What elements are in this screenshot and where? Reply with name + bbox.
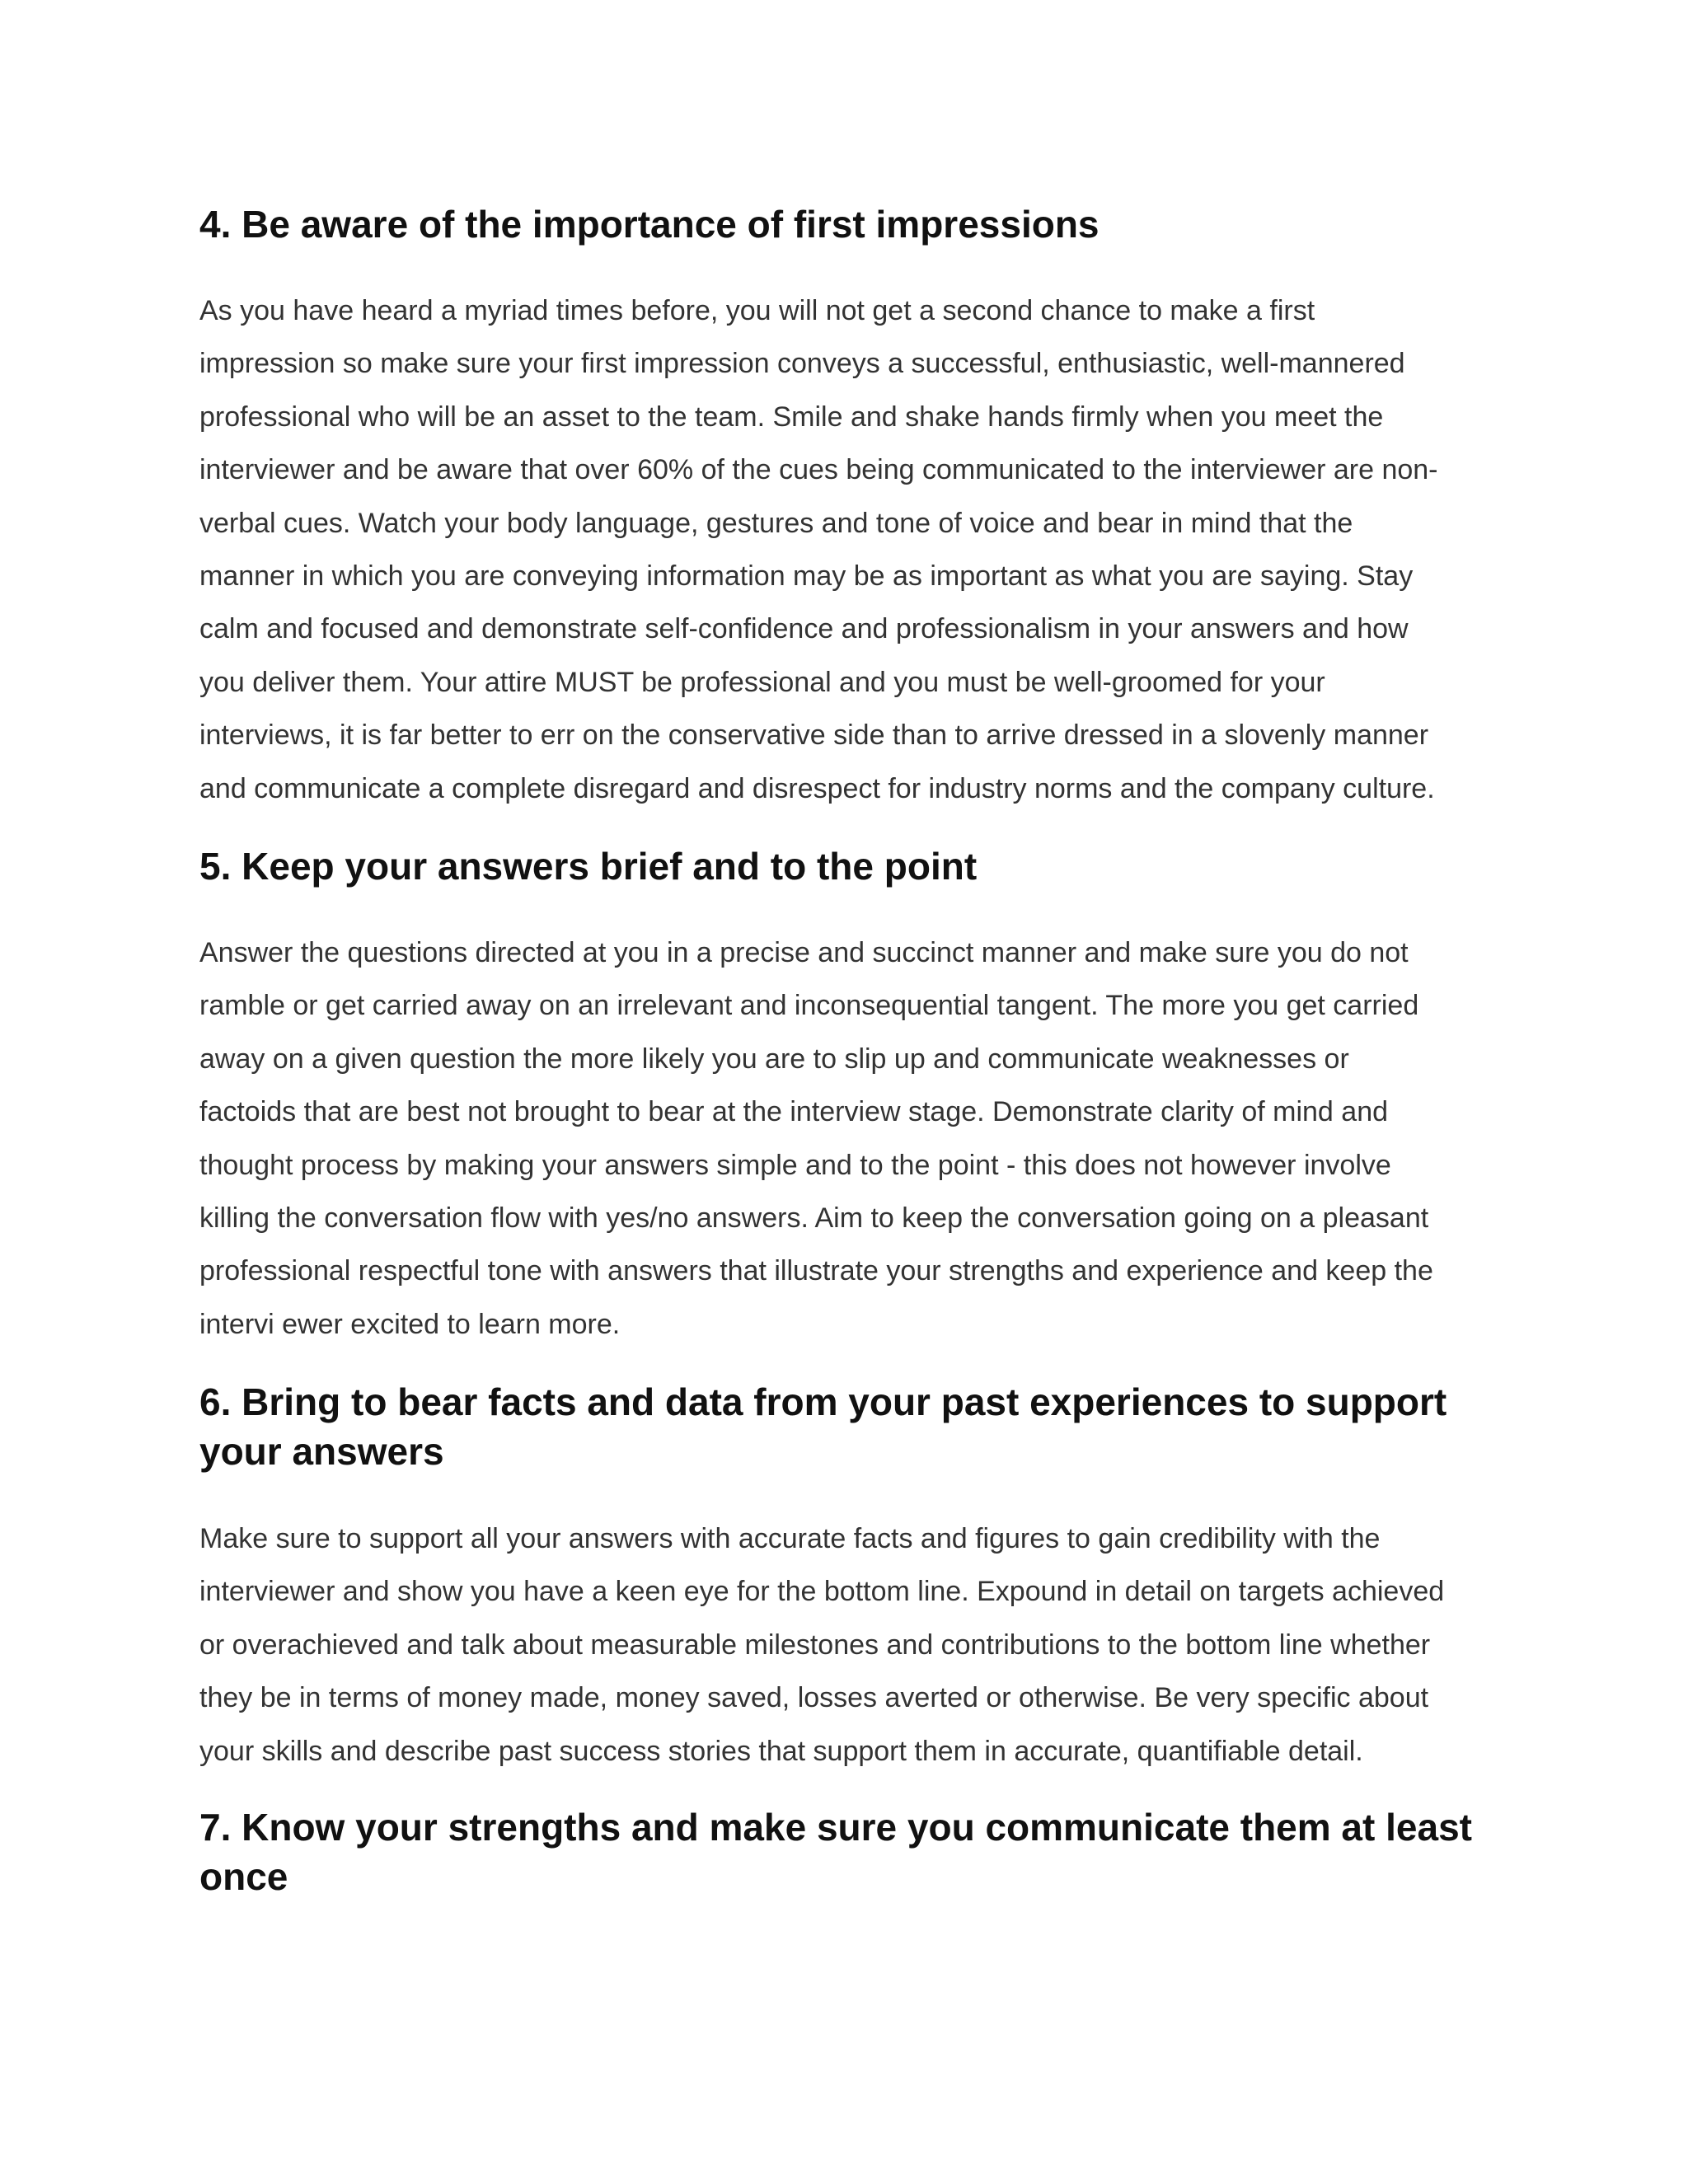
text-line: and communicate a complete disregard and disrespect for industry norms and the company culture. [199, 772, 1435, 804]
text-line: they be in terms of money made, money saved, losses averted or otherwise. Be very specific about [199, 1682, 1429, 1714]
text-line: or overachieved and talk about measurable milestones and contributions to the bottom line whether [199, 1629, 1431, 1661]
heading-line: once [199, 1855, 288, 1898]
text-line: Make sure to support all your answers with accurate facts and figures to gain credibility with the [199, 1523, 1381, 1554]
text-line: manner in which you are conveying information may be as important as what you are saying. Stay [199, 560, 1414, 593]
text-line: As you have heard a myriad times before, you will not get a second chance to make a first [199, 295, 1315, 326]
text-line: verbal cues. Watch your body language, gestures and tone of voice and bear in mind that the [199, 507, 1353, 539]
text-line: factoids that are best not brought to bear at the interview stage. Demonstrate clarity of mind and [199, 1096, 1389, 1128]
section-heading [199, 841, 1502, 891]
text-line: impression so make sure your first impression conveys a successful, enthusiastic, well-mannered [199, 348, 1405, 380]
text-line: intervi ewer excited to learn more. [199, 1308, 621, 1340]
text-line: calm and focused and demonstrate self-confidence and professionalism in your answers and how [199, 613, 1409, 645]
text-line: thought process by making your answers simple and to the point - this does not however involve [199, 1149, 1391, 1181]
text-line: you deliver them. Your attire MUST be professional and you must be well-groomed for your [199, 666, 1325, 698]
section-6-heading-block [199, 1377, 1502, 1476]
section-heading [199, 1377, 1502, 1476]
section-5-paragraph [199, 926, 1433, 1351]
heading-line: 6. Bring to bear facts and data from your past experiences to support [199, 1380, 1447, 1423]
section-6-paragraph [199, 1512, 1444, 1778]
text-line: interviewer and show you have a keen eye for the bottom line. Expound in detail on targets achieved [199, 1576, 1445, 1608]
heading-line: 4. Be aware of the importance of first impressions [199, 203, 1100, 246]
section-5-heading-block [199, 841, 1502, 891]
text-line: your skills and describe past success stories that support them in accurate, quantifiable detail. [199, 1735, 1363, 1767]
text-line: Answer the questions directed at you in a precise and succinct manner and make sure you do not [199, 937, 1409, 968]
heading-line: 5. Keep your answers brief and to the point [199, 845, 978, 888]
text-line: professional respectful tone with answers that illustrate your strengths and experience and keep the [199, 1255, 1433, 1287]
section-4-heading-block [199, 199, 1502, 249]
section-heading [199, 199, 1502, 249]
text-line: away on a given question the more likely you are to slip up and communicate weaknesses or [199, 1043, 1349, 1075]
text-line: interviews, it is far better to err on the conservative side than to arrive dressed in a slovenly manner [199, 719, 1429, 752]
section-7-heading-block [199, 1802, 1502, 1901]
section-4-paragraph [199, 284, 1438, 815]
text-line: interviewer and be aware that over 60% of the cues being communicated to the interviewer are non- [199, 454, 1438, 486]
text-line: ramble or get carried away on an irrelevant and inconsequential tangent. The more you get carried [199, 990, 1419, 1022]
heading-line: 7. Know your strengths and make sure you communicate them at least [199, 1806, 1472, 1849]
section-heading [199, 1802, 1502, 1901]
text-line: professional who will be an asset to the team. Smile and shake hands firmly when you meet the [199, 401, 1384, 433]
heading-line: your answers [199, 1430, 444, 1473]
text-line: killing the conversation flow with yes/no answers. Aim to keep the conversation going on a pleasant [199, 1202, 1429, 1235]
